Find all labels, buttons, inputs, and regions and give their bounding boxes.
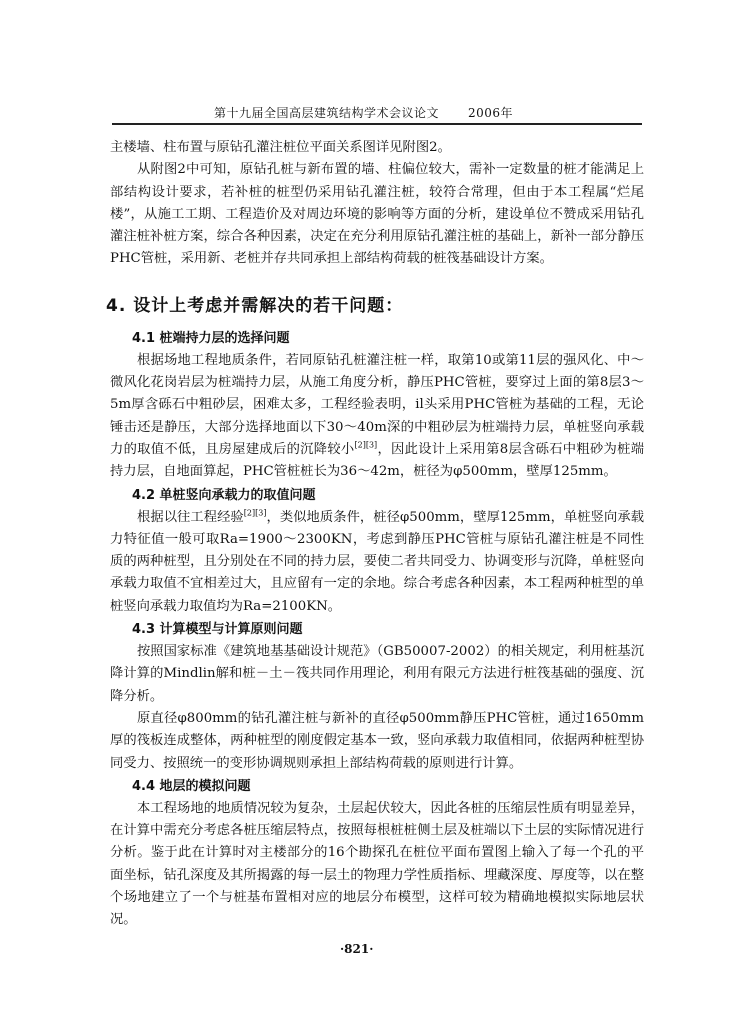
subsection-4-3-heading: 4.3 计算模型与计算原则问题 xyxy=(132,622,303,638)
header-year: 2006年 xyxy=(468,106,514,120)
subsection-4-2-heading: 4.2 单桩竖向承载力的取值问题 xyxy=(132,487,316,503)
paragraph-text: 根据以往工程经验 xyxy=(137,509,244,525)
paragraph-text: ，因此设计上采用第8层含砾石中粗砂为桩端持力层，自地面算起，PHC管桩桩长为36～42m，桩径为φ500mm，壁厚125mm。 xyxy=(110,441,644,480)
body-text xyxy=(106,137,644,932)
subsection-4-3-paragraph-2: 原直径φ800mm的钻孔灌注桩与新补的直径φ500mm静压PHC管桩，通过1650mm厚的筏板连成整体，两种桩型的刚度假定基本一致，竖向承载力取值相同，依据两种桩型协同受力、按照统一的变形协调规则承担上部结构荷载的原则进行计算。 xyxy=(110,710,644,771)
running-header xyxy=(130,104,650,122)
subsection-4-1-heading: 4.1 桩端持力层的选择问题 xyxy=(132,330,290,346)
subsection-4-4-heading: 4.4 地层的模拟问题 xyxy=(132,778,251,794)
header-rule xyxy=(112,123,642,125)
citation-ref: [2][3] xyxy=(243,508,267,518)
subsection-4-4-paragraph: 本工程场地的地质情况较为复杂，土层起伏较大，因此各桩的压缩层性质有明显差异，在计算中需充分考虑各桩压缩层特点，按照每根桩桩侧土层及桩端以下土层的实际情况进行分析。鉴于此在计算时对主楼部分的16个勘探孔在桩位平面布置图上输入了每一个孔的平面坐标，钻孔深度及其所揭露的每一层土的物理力学性质指标、埋藏深度、厚度等，以在整个场地建立了一个与桩基布置相对应的地层分布模型，这样可较为精确地模拟实际地层状况。 xyxy=(110,800,644,928)
page-number: ·821· xyxy=(340,942,374,956)
paragraph-text: ，类似地质条件，桩径φ500mm，壁厚125mm，单桩竖向承载力特征值一般可取Ra=1900～2300KN，考虑到静压PHC管桩与原钻孔灌注桩是不同性质的两种桩型，且分别处在不同的持力层，要使二者共同受力、协调变形与沉降，单桩竖向承载力取值不宜相差过大，且应留有一定的余地。综合考虑各种因素，本工程两种桩型的单桩竖向承载力取值均为Ra=2100KN。 xyxy=(110,509,644,614)
subsection-4-1-paragraph xyxy=(110,350,644,484)
header-conference-title: 第十九届全国高层建筑结构学术会议论文 xyxy=(214,106,440,120)
citation-ref: [2][3] xyxy=(354,440,378,450)
paragraph-text: 根据场地工程地质条件，若同原钻孔桩灌注桩一样，取第10或第11层的强风化、中～微风化花岗岩层为桩端持力层，从施工角度分析，静压PHC管桩，要穿过上面的第8层3～5m厚含砾石中粗砂层，困难太多，工程经验表明，il头采用PHC管桩为基础的工程，无论锤击还是静压，大部分选择地面以下30～40m深的中粗砂层为桩端持力层，单桩竖向承载力的取值不低，且房屋建成后的沉降较小 xyxy=(110,352,644,457)
subsection-4-2-paragraph xyxy=(110,507,644,618)
section-4-heading: 4. 设计上考虑并需解决的若干问题： xyxy=(106,295,404,316)
intro-paragraph-2: 从附图2中可知，原钻孔桩与新布置的墙、柱偏位较大，需补一定数量的桩才能满足上部结构设计要求，若补桩的桩型仍采用钻孔灌注桩，较符合常理，但由于本工程属“烂尾楼”，从施工工期、工程造价及对周边环境的影响等方面的分析，建设单位不赞成采用钻孔灌注桩补桩方案，综合各种因素，决定在充分利用原钻孔灌注桩的基础上，新补一部分静压PHC管桩，采用新、老桩并存共同承担上部结构荷载的桩筏基础设计方案。 xyxy=(110,162,644,267)
subsection-4-3-paragraph-1: 按照国家标准《建筑地基基础设计规范》（GB50007-2002）的相关规定，利用桩基沉降计算的Mindlin解和桩－土－筏共同作用理论，利用有限元方法进行桩筏基础的强度、沉降分析。 xyxy=(110,644,644,704)
intro-paragraph-1: 主楼墙、柱布置与原钻孔灌注桩位平面关系图详见附图2。 xyxy=(110,140,451,155)
